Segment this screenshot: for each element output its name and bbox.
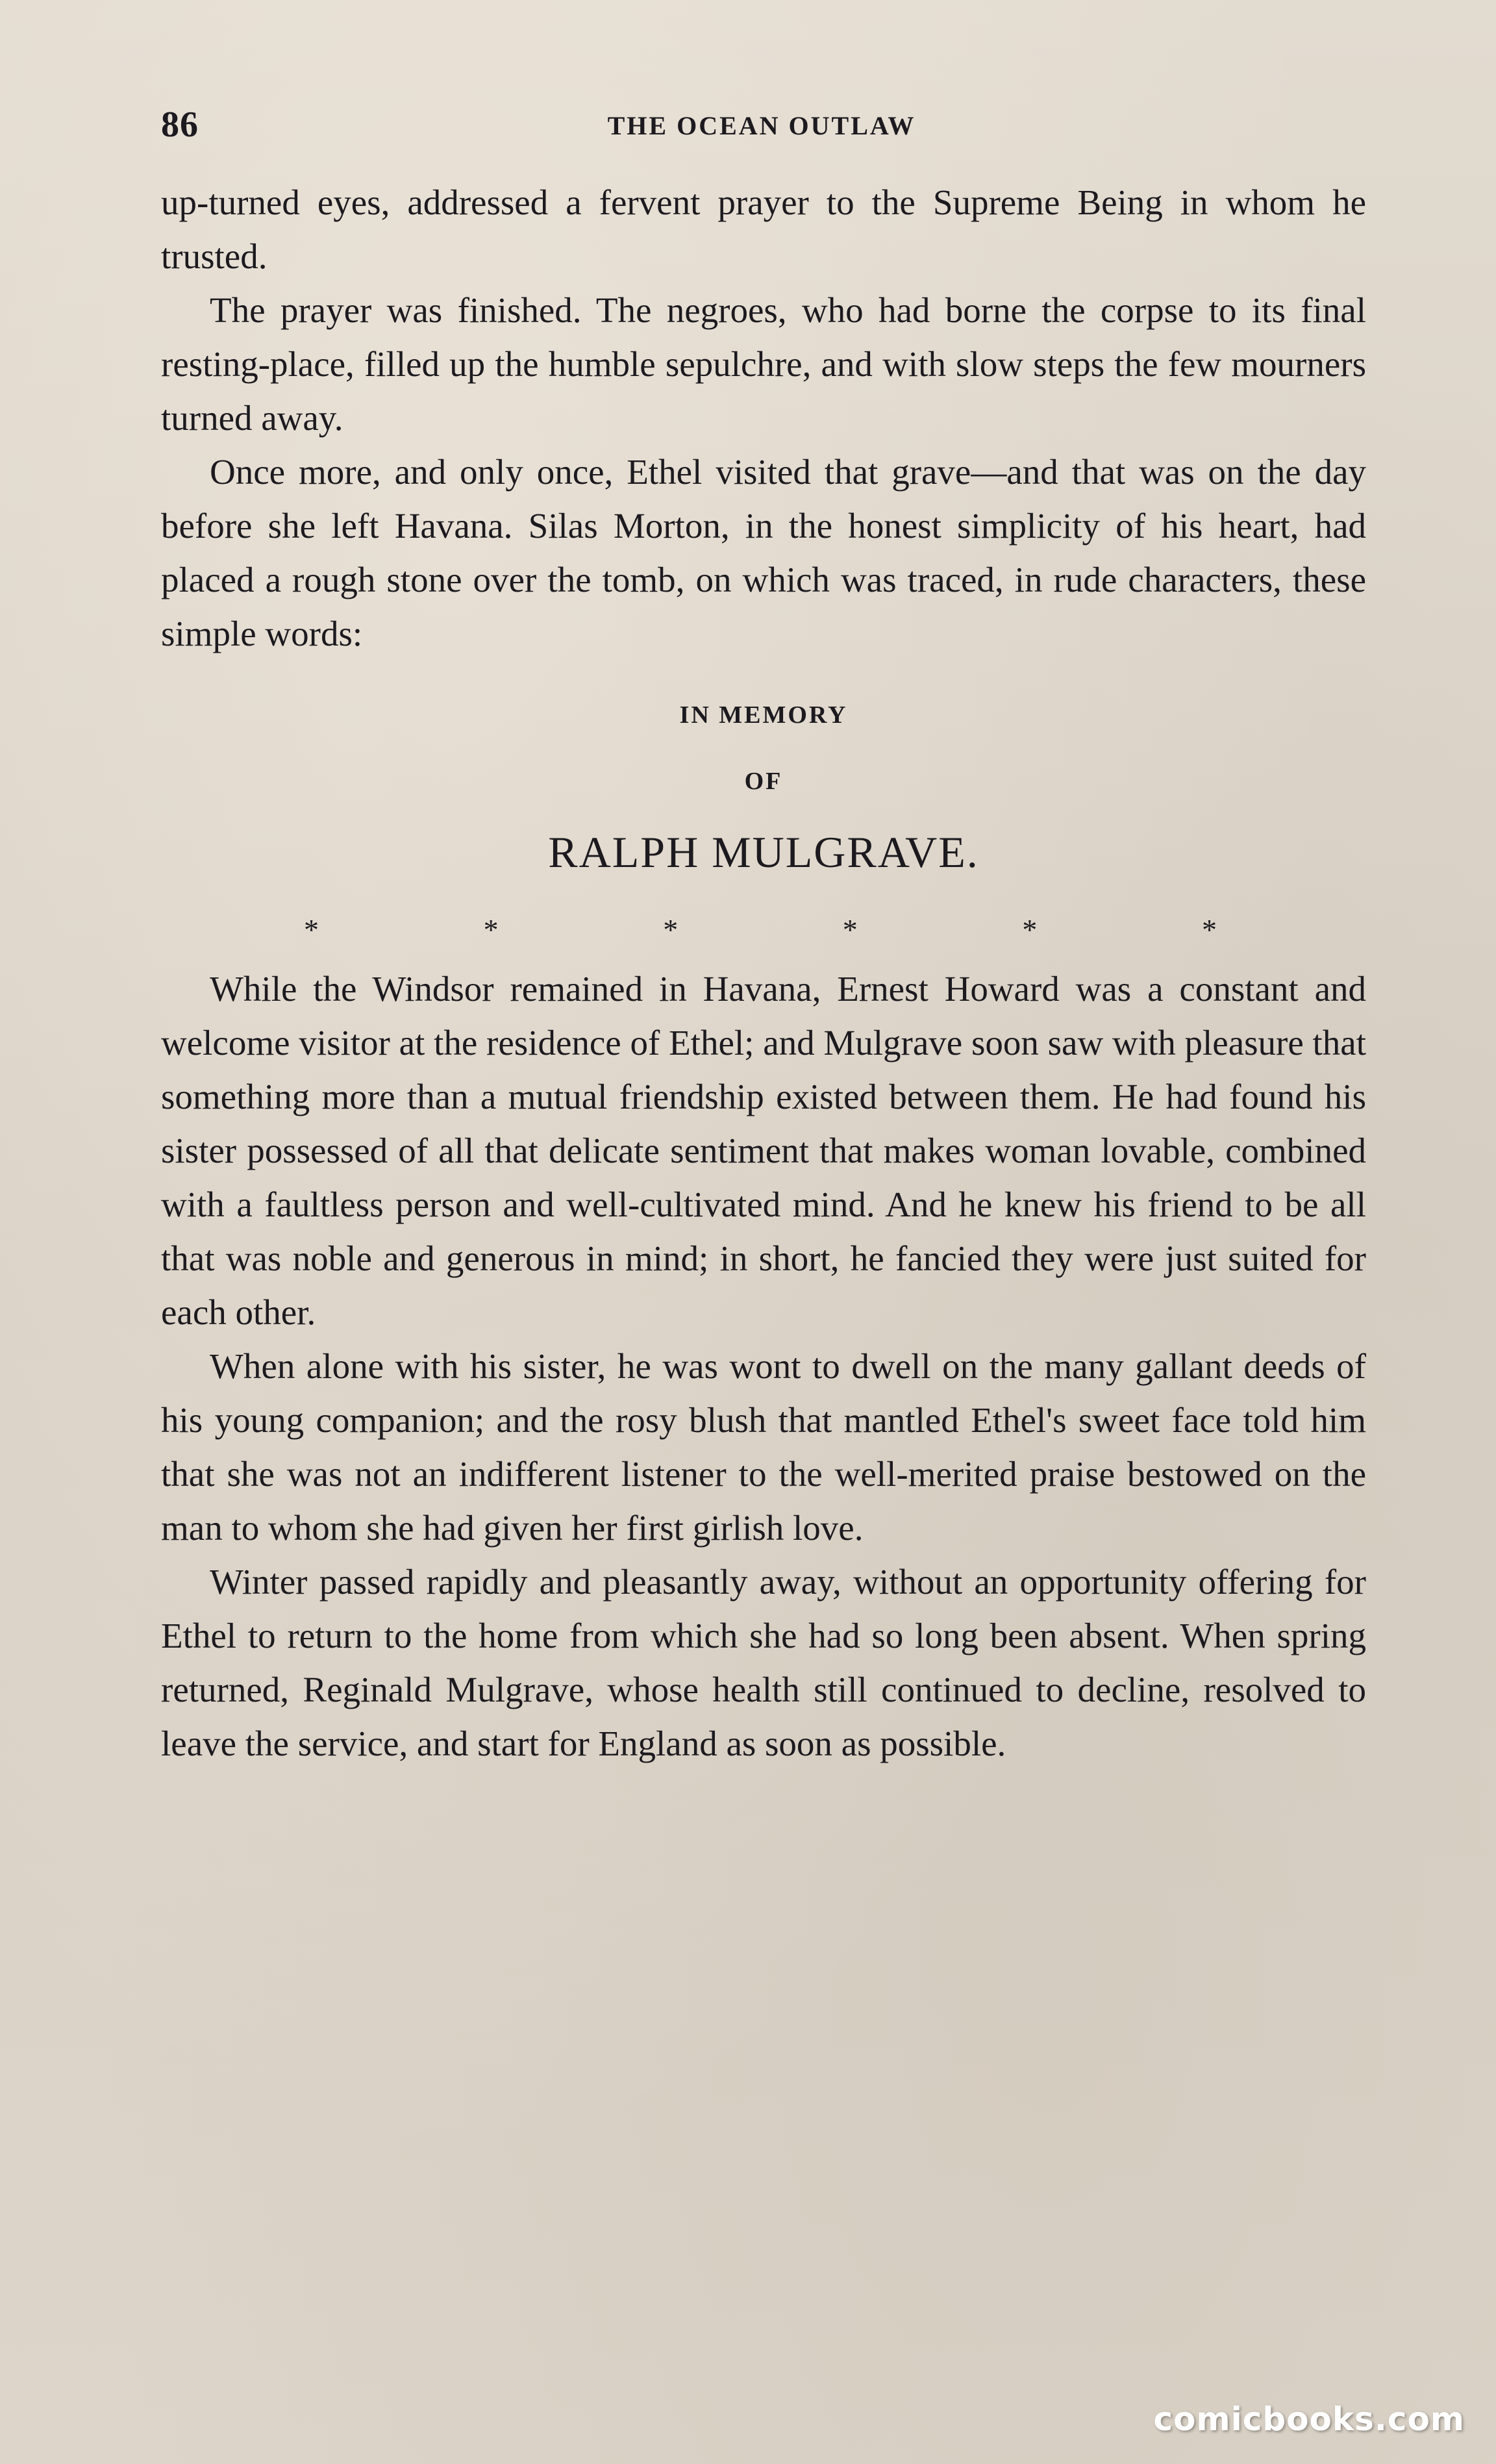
inscription-line-2: OF xyxy=(744,768,783,795)
watermark: comicbooks.com xyxy=(1153,2400,1465,2438)
paragraph-5: When alone with his sister, he was wont to dwell on the many gallant deeds of his young companion; and the rosy blush that mantled Ethel's sweet face told him that she was not an indifferent listener to the well-merited praise bestowed on the man to whom she had given her first girlish love. xyxy=(161,1346,1366,1548)
star-3: * xyxy=(663,913,679,946)
star-2: * xyxy=(483,913,499,946)
paragraph-4: While the Windsor remained in Havana, Ernest Howard was a constant and welcome visitor at the residence of Ethel; and Mulgrave soon saw with pleasure that something more than a mutual friendship existed between them. He had found his sister possessed of all that delicate sentiment that makes woman lovable, combined with a faultless person and well-cultivated mind. And he knew his friend to be all that was noble and generous in mind; in short, he fancied they were just suited for each other. xyxy=(161,969,1366,1332)
paragraph-6: Winter passed rapidly and pleasantly away, without an opportunity offering for Ethel to return to the home from which she had so long been absent. When spring returned, Reginald Mulgrave, whose health still continued to decline, resolved to leave the service, and start for England as soon as possible. xyxy=(161,1562,1366,1763)
inscription-line-1: IN MEMORY xyxy=(679,701,848,729)
running-head: THE OCEAN OUTLAW xyxy=(607,111,916,140)
paragraph-1: up-turned eyes, addressed a fervent prayer to the Supreme Being in whom he trusted. xyxy=(161,182,1366,276)
page-number: 86 xyxy=(161,105,199,145)
paragraph-2: The prayer was finished. The negroes, who had borne the corpse to its final resting-place, filled up the humble sepulchre, and with slow steps the few mourners turned away. xyxy=(161,290,1366,438)
page-header xyxy=(161,104,1362,156)
star-5: * xyxy=(1022,913,1038,946)
star-separator xyxy=(161,914,1366,946)
paragraph-3: Once more, and only once, Ethel visited that grave—and that was on the day before she left Havana. Silas Morton, in the honest simplicity of his heart, had placed a rough stone over the tomb, on which was traced, in rude characters, these simple words: xyxy=(161,452,1366,653)
star-6: * xyxy=(1201,913,1217,946)
inscription-name: RALPH MULGRAVE. xyxy=(548,827,979,877)
body-text xyxy=(161,175,1366,1770)
star-1: * xyxy=(304,913,319,946)
star-4: * xyxy=(842,913,858,946)
